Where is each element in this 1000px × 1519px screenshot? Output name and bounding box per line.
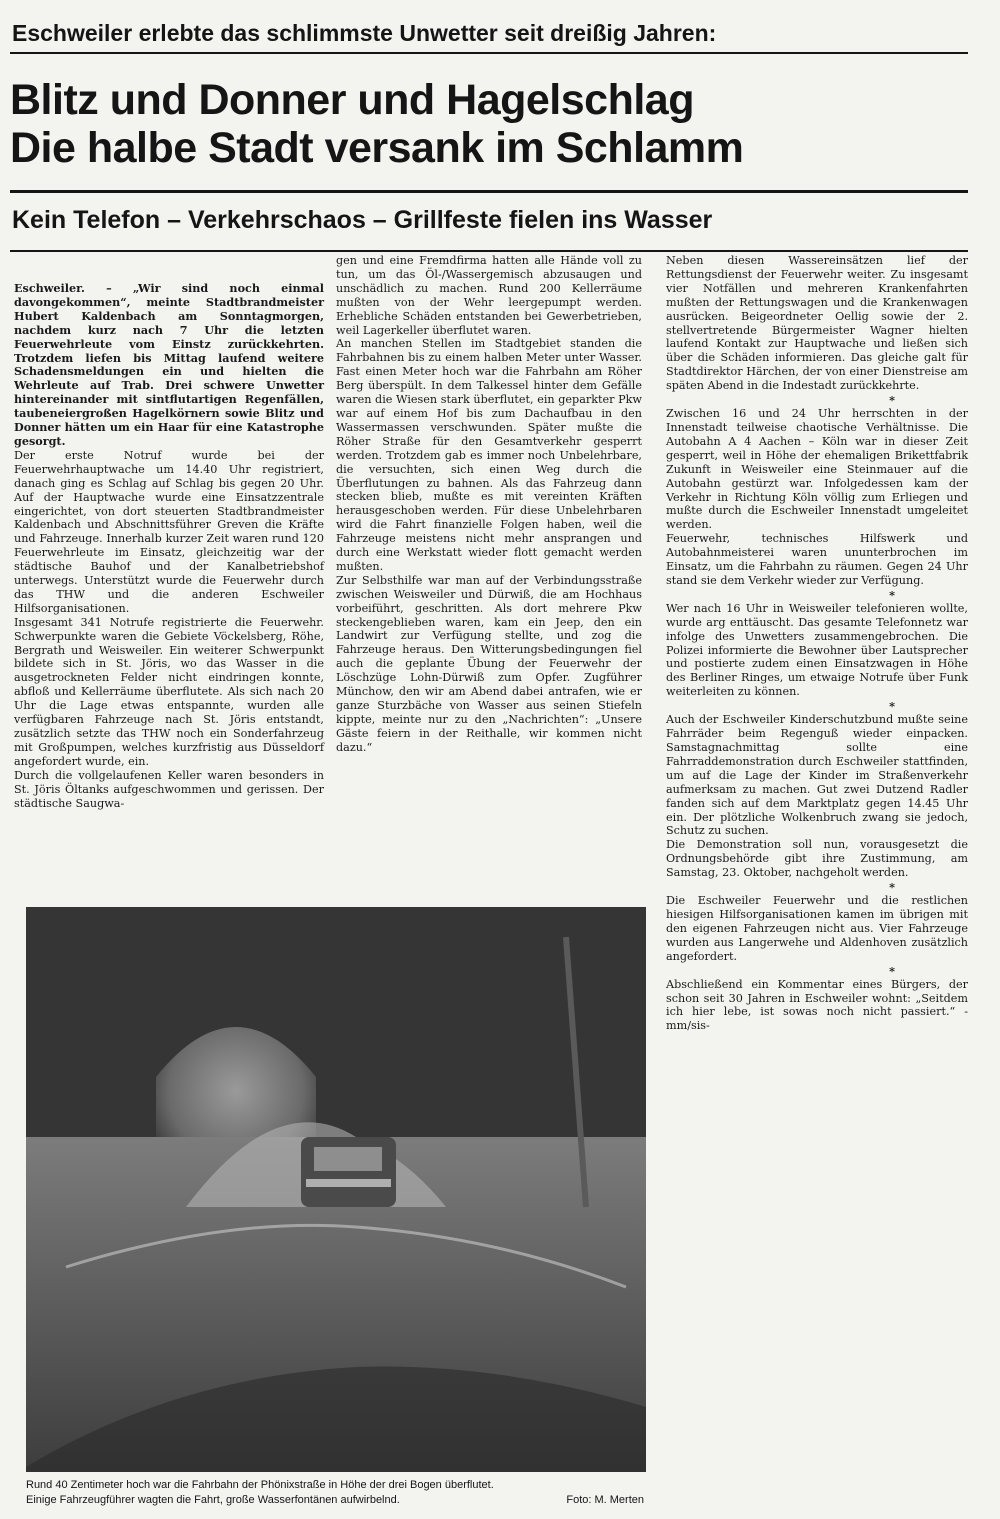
subhead: Kein Telefon – Verkehrschaos – Grillfeste fielen ins Wasser xyxy=(12,206,713,234)
headline-line-1: Blitz und Donner und Hagelschlag xyxy=(10,76,694,124)
headline xyxy=(10,76,743,172)
column-1 xyxy=(14,282,324,810)
article-kicker: Eschweiler erlebte das schlimmste Unwetter seit dreißig Jahren: xyxy=(12,20,717,46)
separator-star: * xyxy=(889,587,895,602)
column-1-paragraph: Der erste Notruf wurde bei der Feuerwehrhauptwache um 14.40 Uhr registriert, danach ging es Schlag auf Schlag bis gegen 20 Uhr. Auf der Hauptwache wurde eine Einsatzzentrale eingerichtet, von dort steuerten Stadtbrandmeister Kaldenbach und Abschnittsführer Greven die Kräfte und Fahrzeuge. Innerhalb kurzer Zeit waren rund 120 Feuerwehrleute im Einsatz, gleichzeitig war der städtische Bauhof und der Kanalbetriebshof unterwegs. Unterstützt wurde die Feuerwehr durch das THW und die anderen Eschweiler Hilfsorganisationen. xyxy=(14,448,324,615)
separator-star: * xyxy=(889,880,895,895)
column-2-paragraph: Zur Selbsthilfe war man auf der Verbindungsstraße zwischen Weisweiler und Dürwiß, die am Hochhaus vorbeiführt, geschritten. Als dort mehrere Pkw steckengeblieben waren, kam ein Jeep, den ein Landwirt zur Verfügung stellte, und zog die Fahrzeuge heraus. Den Witterungsbedingungen fiel auch die geplante Übung der Feuerwehr der Löschzüge Lohn-Dürwiß zum Opfer. Zugführer Münchow, den wir am Abend dabei antrafen, wie er ganze Sturzbäche von Wasser aus seinen Stiefeln kippte, meinte nur zu den „Nachrichten“: „Unsere Gäste feiern in der Reithalle, wir kommen nicht dazu.“ xyxy=(336,573,642,754)
column-3-paragraph: Wer nach 16 Uhr in Weisweiler telefonieren wollte, wurde arg enttäuscht. Das gesamte Telefonnetz war infolge des Unwetters zusammengebrochen. Die Polizei informierte die Bewohner über Lautsprecher und postierte zudem einen Einsatzwagen in Höhe des Berliner Ringes, um etwaige Notrufe über Funk weiterleiten zu können. xyxy=(666,601,968,699)
caption-line-2: Einige Fahrzeugführer wagten die Fahrt, große Wasserfontänen aufwirbelnd. xyxy=(26,1494,400,1506)
headline-line-2: Die halbe Stadt versank im Schlamm xyxy=(10,124,744,172)
column-3-paragraph: Zwischen 16 und 24 Uhr herrschten in der Innenstadt teilweise chaotische Verhältnisse. Die Autobahn A 4 Aachen – Köln war in dieser Zeit gesperrt, weil in Höhe der ehemaligen Brikettfabrik Zukunft in Weisweiler eine Steinmauer auf die Autobahn gestürzt war. Infolgedessen kam der Verkehr in Richtung Köln völlig zum Erliegen und mußte durch die Eschweiler Innenstadt umgeleitet werden. xyxy=(666,407,968,532)
separator-star: * xyxy=(889,963,895,978)
column-1-paragraph: Insgesamt 341 Notrufe registrierte die Feuerwehr. Schwerpunkte waren die Gebiete Vöckelsberg, Röhe, Bergrath und Weisweiler. Ein weiterer Schwerpunkt bildete sich in St. Jöris, wo das Wasser in die ausgetrockneten Felder nicht eindringen konnte, abfloß und Kellerräume überflutete. Als sich nach 20 Uhr die Lage etwas entspannte, wurden alle verfügbaren Fahrzeuge nach St. Jöris entstandt, zusätzlich setzte das THW noch ein Sonderfahrzeug mit Großpumpen, welches kurzfristig aus Düsseldorf angefordert wurde, ein. xyxy=(14,615,324,768)
column-1-paragraph: Durch die vollgelaufenen Keller waren besonders in St. Jöris Öltanks aufgeschwommen und gerissen. Der städtische Saugwa- xyxy=(14,768,324,810)
photo-credit: Foto: M. Merten xyxy=(566,1494,644,1506)
column-2-paragraph: gen und eine Fremdfirma hatten alle Hände voll zu tun, um das Öl-/Wassergemisch abzusaugen und unschädlich zu machen. Rund 200 Kellerräume mußten von der Wehr leergepumpt werden. Erhebliche Schäden entstanden bei Gewerbetrieben, weil Lagerkeller überflutet waren. xyxy=(336,254,642,337)
photo-caption xyxy=(26,1478,650,1508)
column-2-paragraph: An manchen Stellen im Stadtgebiet standen die Fahrbahnen bis zu einem halben Meter unter Wasser. Fast einen Meter hoch war die Fahrbahn am Röher Berg überspült. In dem Talkessel hinter dem Gefälle waren die Wiesen stark überflutet, ein geparkter Pkw war auf einem Hof bis zum Dachaufbau in den Wassermassen verschwunden. Später mußte die Röher Straße für den Gesamtverkehr gesperrt werden. Trotzdem gab es immer noch Unbelehrbare, die versuchten, sich einen Weg durch die Überflutungen zu bahnen. Als das Fahrzeug dann stecken blieb, mußte es mit vereinten Kräften herausgeschoben werden. Für diese Unbelehrbaren wird die Fahrt finanzielle Folgen haben, weil die Fahrzeuge meistens nicht mehr ansprangen und durch eine Werkstatt wieder flott gemacht werden mußten. xyxy=(336,337,642,573)
separator-star: * xyxy=(889,699,895,714)
separator-star: * xyxy=(889,393,895,408)
rule-bottom xyxy=(10,250,968,252)
rule-top xyxy=(10,52,968,54)
column-3-paragraph: Feuerwehr, technisches Hilfswerk und Autobahnmeisterei waren ununterbrochen im Einsatz, um die Fahrbahn zu räumen. Gegen 24 Uhr stand sie dem Verkehr wieder zur Verfügung. xyxy=(666,532,968,587)
column-3-paragraph: Die Demonstration soll nun, vorausgesetzt die Ordnungsbehörde gibt ihre Zustimmung, am Samstag, 23. Oktober, nachgeholt werden. xyxy=(666,838,968,880)
column-3-paragraph: Neben diesen Wassereinsätzen lief der Rettungsdienst der Feuerwehr weiter. Zu insgesamt vier Notfällen und mehreren Krankenfahrten mußten der Rettungswagen und die Krankenwagen ausrücken. Beigeordneter Oellig sowie der 2. stellvertretende Bürgermeister Wagner hielten laufend Kontakt zur Hauptwache und ließen sich über die Schäden informieren. Das gleiche galt für Stadtdirektor Härchen, der von einer Dienstreise am späten Abend in die Indestadt zurückkehrte. xyxy=(666,254,968,393)
news-photo xyxy=(26,907,646,1472)
column-3-paragraph: Auch der Eschweiler Kinderschutzbund mußte seine Fahrräder beim Regenguß wieder einpacken. Samstagnachmittag sollte eine Fahrraddemonstration durch Eschweiler stattfinden, um auf die Lage der Kinder im Straßenverkehr aufmerksam zu machen. Gut zwei Dutzend Radler fanden sich auf dem Marktplatz gegen 14.45 Uhr ein. Der plötzliche Wolkenbruch zwang sie jedoch, Schutz zu suchen. xyxy=(666,713,968,838)
column-1-paragraph: Eschweiler. – „Wir sind noch einmal davongekommen“, meinte Stadtbrandmeister Hubert Kaldenbach am Sonntagmorgen, nachdem kurz nach 7 Uhr die letzten Feuerwehrleute vom Einstz zurückkehrten. Trotzdem liefen bis Mittag laufend weitere Schadensmeldungen ein und hielten die Wehrleute auf Trab. Drei schwere Unwetter hintereinander mit sintflutartigen Regenfällen, taubeneiergroßen Hagelkörnern sowie Blitz und Donner hätten um ein Haar für eine Katastrophe gesorgt. xyxy=(14,281,324,448)
column-3 xyxy=(666,254,968,1033)
rule-mid xyxy=(10,190,968,193)
flooded-street-illustration xyxy=(26,907,646,1472)
column-3-paragraph: Die Eschweiler Feuerwehr und die restlichen hiesigen Hilfsorganisationen kamen im übrigen mit den eigenen Fahrzeugen nicht aus. Vier Fahrzeuge wurden aus Langerwehe und Aldenhoven zusätzlich angefordert. xyxy=(666,894,968,963)
column-2 xyxy=(336,254,642,755)
column-3-paragraph: Abschließend ein Kommentar eines Bürgers, der schon seit 30 Jahren in Eschweiler wohnt: „Seitdem ich hier lebe, ist sowas noch nicht passiert.“ -mm/sis- xyxy=(666,977,968,1033)
caption-line-1: Rund 40 Zentimeter hoch war die Fahrbahn der Phönixstraße in Höhe der drei Bogen überflutet. xyxy=(26,1479,494,1491)
